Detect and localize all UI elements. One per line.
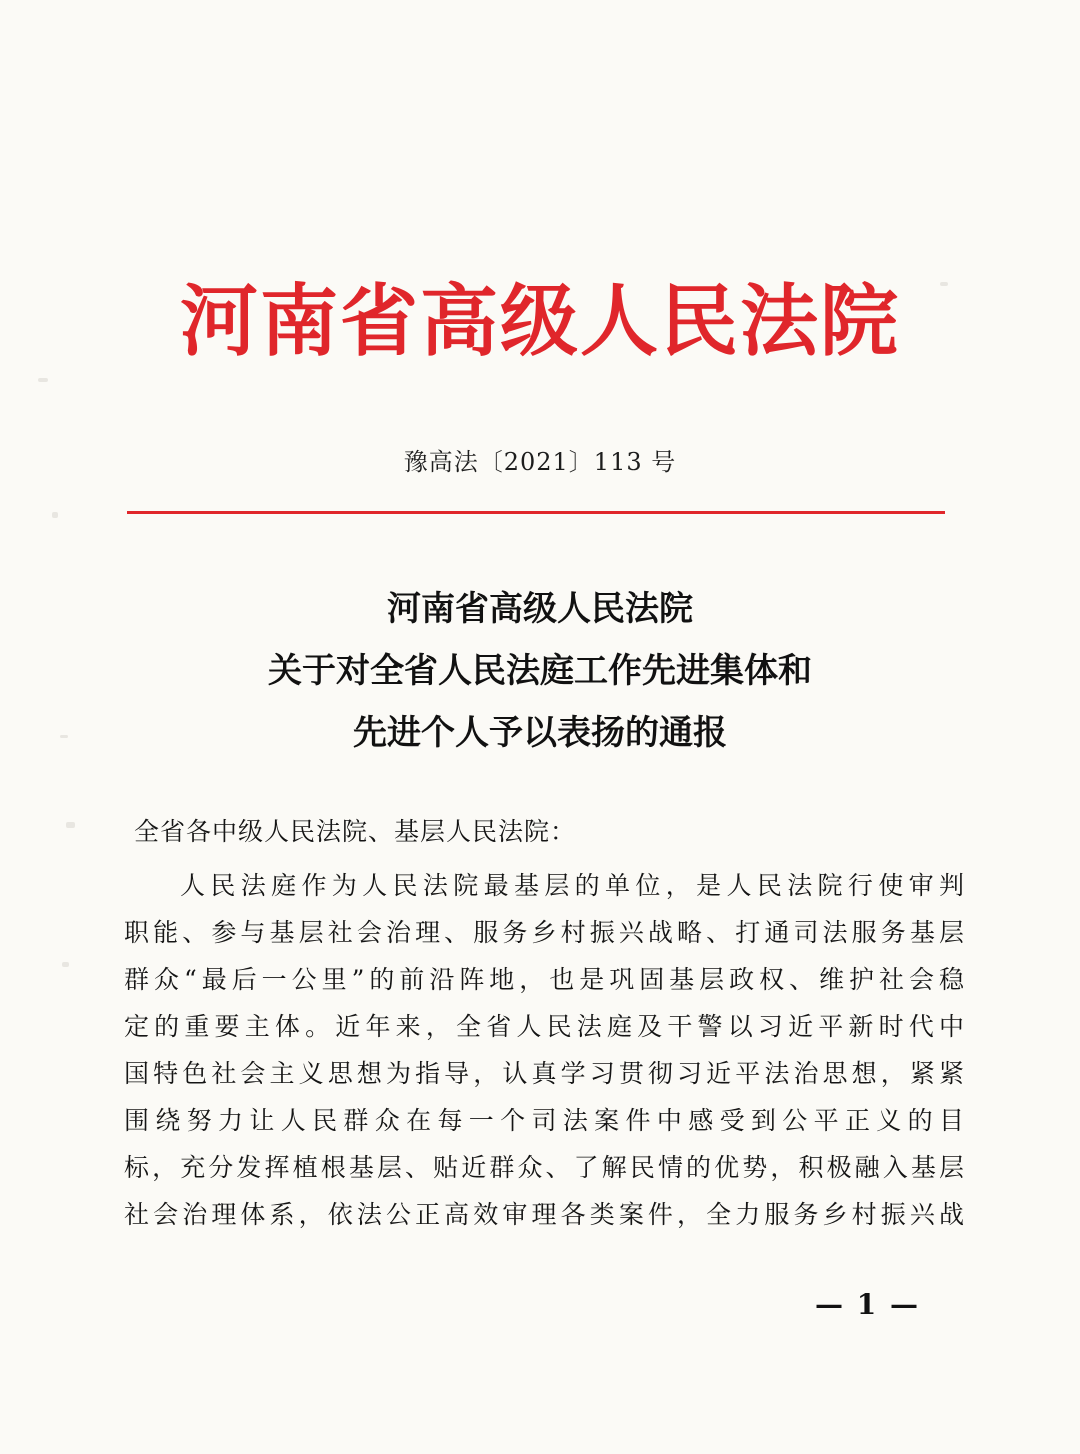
body-line: 职能、参与基层社会治理、服务乡村振兴战略、打通司法服务基层 bbox=[124, 918, 964, 947]
scan-speck bbox=[62, 962, 69, 967]
page-number: — 1 — bbox=[815, 1288, 920, 1321]
red-separator-line bbox=[127, 511, 945, 514]
scan-speck bbox=[66, 822, 75, 828]
document-title bbox=[0, 578, 1080, 764]
masthead-issuer: 河南省高级人民法院 bbox=[179, 276, 900, 367]
document-number: 豫高法〔2021〕113 号 bbox=[403, 448, 677, 476]
title-line: 先进个人予以表扬的通报 bbox=[353, 713, 727, 753]
body-line: 定的重要主体。近年来，全省人民法庭及干警以习近平新时代中 bbox=[124, 1012, 964, 1041]
body-line: 标，充分发挥植根基层、贴近群众、了解民情的优势，积极融入基层 bbox=[124, 1153, 964, 1182]
body-line: 国特色社会主义思想为指导，认真学习贯彻习近平法治思想，紧紧 bbox=[124, 1059, 964, 1088]
scan-speck bbox=[52, 512, 58, 518]
body-text bbox=[124, 862, 964, 1238]
body-line: 围绕努力让人民群众在每一个司法案件中感受到公平正义的目 bbox=[124, 1106, 964, 1135]
title-line: 河南省高级人民法院 bbox=[387, 589, 693, 629]
body-line: 群众“最后一公里”的前沿阵地，也是巩固基层政权、维护社会稳 bbox=[124, 965, 964, 994]
body-line: 人民法庭作为人民法院最基层的单位，是人民法院行使审判 bbox=[180, 871, 964, 900]
body-line: 社会治理体系，依法公正高效审理各类案件，全力服务乡村振兴战 bbox=[124, 1200, 964, 1229]
title-line: 关于对全省人民法庭工作先进集体和 bbox=[268, 651, 812, 691]
addressee: 全省各中级人民法院、基层人民法院： bbox=[134, 817, 577, 846]
